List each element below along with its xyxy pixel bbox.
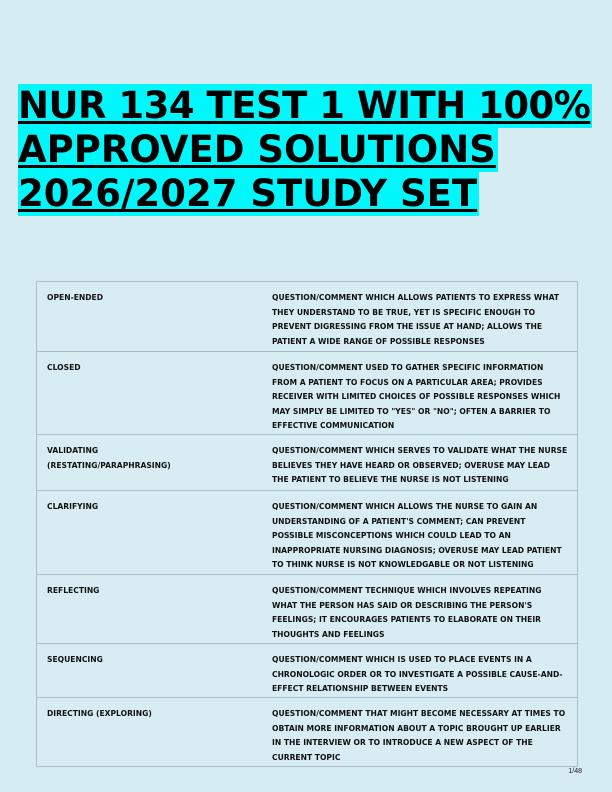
definition-cell: QUESTION/COMMENT TECHNIQUE WHICH INVOLVES REPEATING WHAT THE PERSON HAS SAID OR DESCRIBING THE PERSON'S FEELINGS; IT ENCOURAGES PATIENTS TO ELABORATE ON THEIR THOUGHTS AND FEELINGS (272, 586, 542, 639)
definition-cell: QUESTION/COMMENT THAT MIGHT BECOME NECESSARY AT TIMES TO OBTAIN MORE INFORMATION ABOUT A TOPIC BROUGHT UP EARLIER IN THE INTERVIEW OR TO INTRODUCE A NEW ASPECT OF THE CURRENT TOPIC (272, 709, 566, 762)
term-cell: OPEN-ENDED (47, 293, 104, 302)
flashcard-table (36, 281, 578, 767)
table-row (37, 490, 577, 574)
title-line-3: 2026/2027 STUDY SET (18, 172, 478, 215)
table-row (37, 643, 577, 697)
term-cell: SEQUENCING (47, 655, 103, 664)
term-cell: CLOSED (47, 363, 81, 372)
term-cell: REFLECTING (47, 586, 100, 595)
table-row (37, 351, 577, 434)
table-row (37, 282, 577, 351)
table-row (37, 697, 577, 766)
document-title (18, 84, 598, 216)
title-line-2: APPROVED SOLUTIONS (18, 128, 496, 171)
table-row (37, 574, 577, 643)
title-line-1: NUR 134 TEST 1 WITH 100% (18, 84, 591, 127)
definition-cell: QUESTION/COMMENT USED TO GATHER SPECIFIC INFORMATION FROM A PATIENT TO FOCUS ON A PARTICULAR AREA; PROVIDES RECEIVER WITH LIMITED CHOICES OF POSSIBLE RESPONSES WHICH MAY SIMPLY BE LIMITED TO "YES" OR "NO"; OFTEN A BARRIER TO EFFECTIVE COMMUNICATION (272, 363, 561, 431)
term-cell: DIRECTING (EXPLORING) (47, 709, 152, 718)
term-cell: CLARIFYING (47, 502, 99, 511)
definition-cell: QUESTION/COMMENT WHICH ALLOWS PATIENTS TO EXPRESS WHAT THEY UNDERSTAND TO BE TRUE, YET IS SPECIFIC ENOUGH TO PREVENT DIGRESSING FROM THE ISSUE AT HAND; ALLOWS THE PATIENT A WIDE RANGE OF POSSIBLE RESPONSES (272, 293, 560, 346)
definition-cell: QUESTION/COMMENT WHICH ALLOWS THE NURSE TO GAIN AN UNDERSTANDING OF A PATIENT'S COMMENT; CAN PREVENT POSSIBLE MISCONCEPTIONS WHICH COULD LEAD TO AN INAPPROPRIATE NURSING DIAGNOSIS; OVERUSE MAY LEAD PATIENT TO THINK NURSE IS NOT KNOWLEDGABLE OR NOT LISTENING (272, 502, 562, 570)
definition-cell: QUESTION/COMMENT WHICH IS USED TO PLACE EVENTS IN A CHRONOLOGIC ORDER OR TO INVESTIGATE A POSSIBLE CAUSE-AND-EFFECT RELATIONSHIP BETWEEN EVENTS (272, 655, 563, 694)
term-cell: VALIDATING (RESTATING/PARAPHRASING) (47, 446, 171, 470)
page-number: 1/48 (568, 768, 582, 775)
table-row (37, 434, 577, 490)
definition-cell: QUESTION/COMMENT WHICH SERVES TO VALIDATE WHAT THE NURSE BELIEVES THEY HAVE HEARD OR OBSERVED; OVERUSE MAY LEAD THE PATIENT TO BELIEVE THE NURSE IS NOT LISTENING (272, 446, 568, 485)
